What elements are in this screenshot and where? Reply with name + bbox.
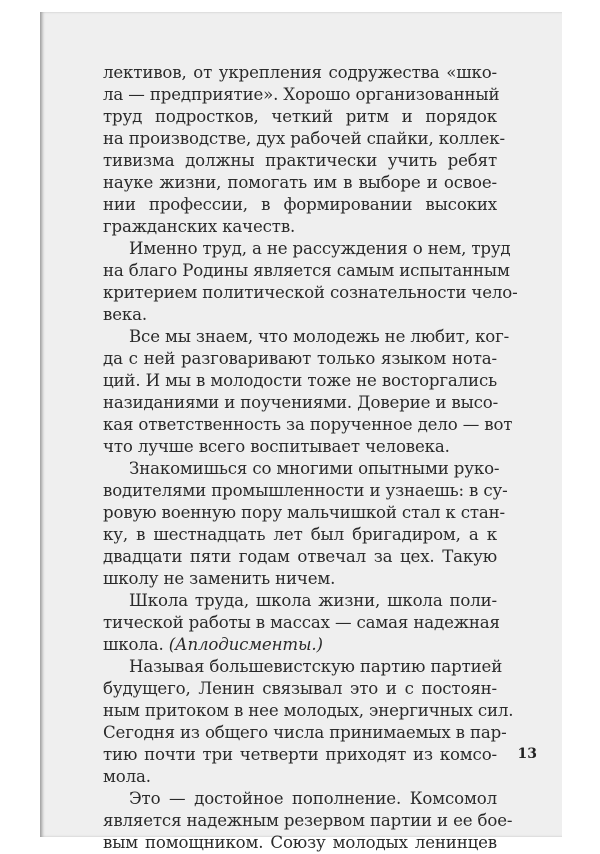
- text-line-content: Сегодня из общего числа принимаемых в пар-: [103, 723, 507, 742]
- text-line: [103, 502, 505, 524]
- text-line-content: назиданиями и поучениями. Доверие и высо-: [103, 393, 499, 412]
- text-line-content: будущего, Ленин связывал это и с постоян-: [103, 679, 497, 698]
- text-line-content: ку, в шестнадцать лет был бригадиром, а к: [103, 525, 497, 544]
- text-line-content: мола.: [103, 767, 151, 786]
- text-line-content: ровую военную пору мальчишкой стал к стан-: [103, 503, 505, 522]
- text-line: [103, 480, 508, 502]
- text-line-content: науке жизни, помогать им в выборе и освое-: [103, 173, 497, 192]
- text-line-content: тивизма должны практически учить ребят: [103, 151, 497, 170]
- text-line: [103, 172, 497, 194]
- text-line: [103, 810, 513, 832]
- text-line-content: ла — предприятие». Хорошо организованный: [103, 85, 500, 104]
- text-line: [103, 656, 503, 678]
- text-line: [103, 62, 497, 84]
- text-line: [103, 238, 511, 260]
- text-line-content: тической работы в массах — самая надежная: [103, 613, 500, 632]
- text-line-content: нии профессии, в формировании высоких: [103, 195, 497, 214]
- text-line-content: является надежным резервом партии и ее бое-: [103, 811, 513, 830]
- text-line-content: ций. И мы в молодости тоже не восторгались: [103, 371, 497, 390]
- text-line-content: ным притоком в нее молодых, энергичных сил.: [103, 701, 514, 720]
- text-line: [103, 788, 497, 810]
- text-line: [103, 700, 514, 722]
- text-line: [103, 436, 497, 458]
- text-line-content: Именно труд, а не рассуждения о нем, труд: [129, 239, 511, 258]
- text-line-content: что лучше всего воспитывает человека.: [103, 437, 450, 456]
- text-line: [103, 458, 500, 480]
- text-line-content: века.: [103, 305, 147, 324]
- text-line: [103, 128, 505, 150]
- text-line-content: водителями промышленности и узнаешь: в су-: [103, 481, 508, 500]
- body-text: [103, 62, 518, 854]
- text-line: [103, 832, 497, 854]
- text-line-content: двадцати пяти годам отвечал за цех. Такую: [103, 547, 497, 566]
- text-line-content: Знакомишься со многими опытными руко-: [129, 459, 500, 478]
- text-line-content: критерием политической сознательности чело-: [103, 283, 518, 302]
- text-line: [103, 722, 507, 744]
- text-line: [103, 634, 497, 656]
- text-line: [103, 414, 513, 436]
- text-line-content: школа.: [103, 635, 164, 654]
- text-line: [103, 678, 497, 700]
- text-line-content: тию почти три четверти приходят из комсо-: [103, 745, 497, 764]
- text-line-content: кая ответственность за порученное дело — вот: [103, 415, 513, 434]
- text-line-content: труд подростков, четкий ритм и порядок: [103, 107, 497, 126]
- text-line: [103, 744, 497, 766]
- text-line: [103, 282, 518, 304]
- text-line: [103, 568, 497, 590]
- text-line: [103, 304, 497, 326]
- text-line-content: гражданских качеств.: [103, 217, 296, 236]
- text-line-content: на благо Родины является самым испытанным: [103, 261, 510, 280]
- text-line: [103, 590, 497, 612]
- text-line-content: на производстве, дух рабочей спайки, коллек-: [103, 129, 505, 148]
- text-line: [103, 150, 497, 172]
- text-line: [103, 766, 497, 788]
- text-line: [103, 84, 500, 106]
- text-line: [103, 392, 497, 414]
- text-line: [103, 106, 497, 128]
- text-line: [103, 348, 497, 370]
- page-number: 13: [517, 746, 537, 762]
- text-line-content: Называя большевистскую партию партией: [129, 657, 503, 676]
- text-line-content: Все мы знаем, что молодежь не любит, ког-: [129, 327, 510, 346]
- text-line: [103, 370, 497, 392]
- text-line: [103, 326, 510, 348]
- book-page: [40, 12, 562, 852]
- text-line-content: лективов, от укрепления содружества «шко-: [103, 63, 497, 82]
- text-line-content: да с ней разговаривают только языком нота-: [103, 349, 497, 368]
- text-line-content: вым помощником. Союзу молодых ленинцев: [103, 833, 497, 852]
- text-line: [103, 612, 500, 634]
- text-line-content: Это — достойное пополнение. Комсомол: [129, 789, 497, 808]
- text-line: [103, 194, 497, 216]
- applause-remark: (Аплодисменты.): [163, 635, 323, 654]
- text-line: [103, 216, 497, 238]
- text-line: [103, 524, 497, 546]
- text-line: [103, 260, 510, 282]
- text-line-content: школу не заменить ничем.: [103, 569, 336, 588]
- text-line-content: Школа труда, школа жизни, школа поли-: [129, 591, 497, 610]
- text-line: [103, 546, 497, 568]
